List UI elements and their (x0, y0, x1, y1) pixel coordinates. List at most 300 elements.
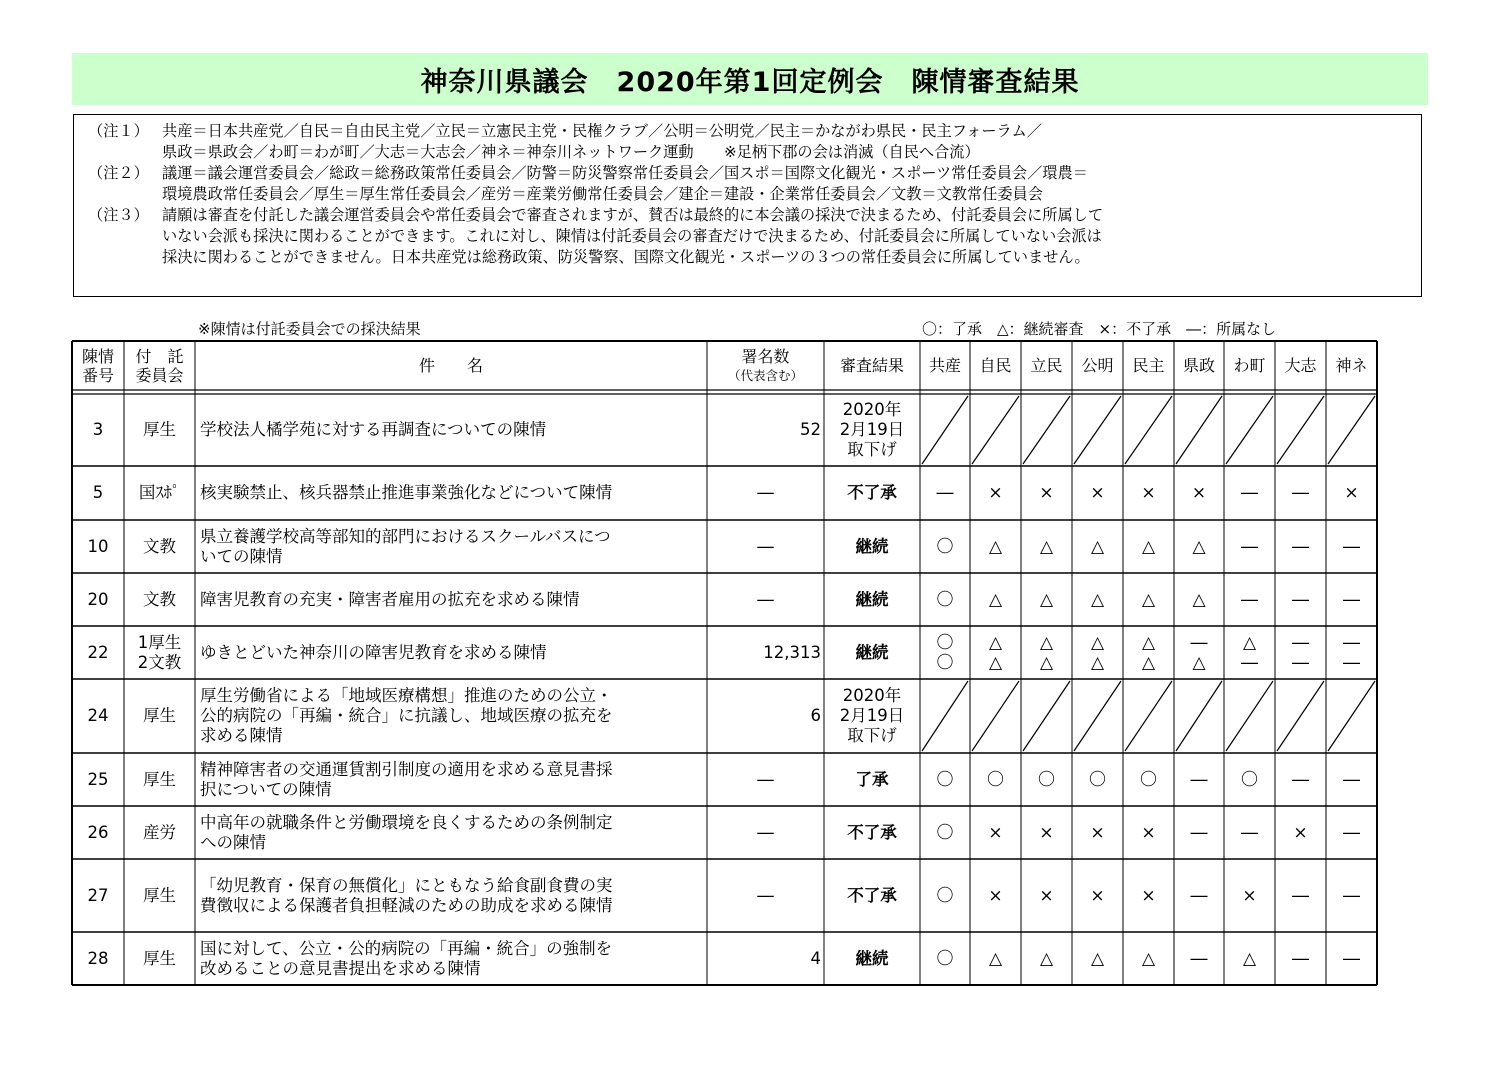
vote-mark-text: △ (1090, 589, 1105, 610)
row-subject (195, 394, 707, 466)
row-signatures (707, 573, 824, 626)
vote-mark (1072, 932, 1123, 985)
row-committee-text: 厚生 (143, 706, 176, 725)
vote-mark-text: ― (1292, 885, 1309, 906)
vote-mark-text: ― (1190, 885, 1208, 906)
withdrawn-slash (922, 681, 968, 751)
row-number (72, 859, 124, 932)
note-text: 共産＝日本共産党／自民＝自由民主党／立民＝立憲民主党・民権クラブ／公明＝公明党／民主＝かながわ県民・民主フォーラム／ (162, 122, 1042, 140)
vote-mark-text: ― (1292, 589, 1309, 610)
vote-mark (1021, 626, 1072, 679)
row-result (824, 520, 920, 573)
vote-mark (1072, 573, 1123, 626)
vote-mark (1072, 520, 1123, 573)
vote-mark (1326, 806, 1377, 859)
row-signatures-text: 6 (810, 706, 821, 725)
vote-mark (1275, 573, 1326, 626)
vote-mark-text: ― (1241, 589, 1258, 610)
vote-mark-text: × (988, 822, 1003, 843)
header-subject-text: 件 名 (418, 356, 483, 375)
header-signatures (707, 341, 824, 390)
vote-mark (1326, 932, 1377, 985)
withdrawn-slash (1176, 396, 1222, 464)
row-number-text: 20 (87, 589, 109, 609)
vote-mark-text: × (1090, 483, 1105, 503)
row-subject-text: 国に対して、公立・公的病院の「再編・統合」の強制を 改めることの意見書提出を求める陳情 (200, 938, 613, 978)
row-committee (124, 394, 195, 466)
row-subject (195, 679, 707, 753)
row-committee-text: 国ｽﾎﾟ (138, 483, 181, 502)
vote-mark-text: 〇 (987, 769, 1004, 790)
header-committee-text: 付 託 委員会 (135, 346, 184, 385)
withdrawn-slash (1074, 681, 1121, 751)
vote-mark-text: △ (1141, 589, 1156, 610)
vote-mark-text: ― (1292, 483, 1309, 503)
row-result-text: 継続 (855, 589, 889, 609)
row-number-text: 24 (87, 706, 109, 725)
vote-mark (920, 859, 970, 932)
vote-mark (920, 753, 970, 806)
header-committee (124, 341, 195, 390)
vote-mark (1275, 753, 1326, 806)
row-subject (195, 859, 707, 932)
vote-mark (1021, 859, 1072, 932)
vote-mark (1224, 573, 1275, 626)
vote-mark-text: ― (1292, 769, 1309, 790)
vote-mark-text: △ (988, 589, 1003, 610)
header-signatures-sub: （代表含む） (727, 367, 803, 383)
vote-mark (1174, 626, 1224, 679)
vote-mark (970, 573, 1021, 626)
withdrawn-slash (972, 681, 1019, 751)
row-result-text: 継続 (855, 948, 889, 968)
row-subject (195, 753, 707, 806)
row-signatures-text: ― (757, 822, 774, 842)
row-result-text: 継続 (855, 536, 889, 556)
vote-mark (1224, 626, 1275, 679)
vote-mark (1326, 520, 1377, 573)
vote-mark-text: 〇 (936, 589, 954, 610)
vote-mark-text: △ (1141, 948, 1156, 969)
header-party (1021, 341, 1072, 390)
row-number (72, 466, 124, 520)
vote-mark (1123, 520, 1174, 573)
row-result (824, 394, 920, 466)
vote-mark-text: △ △ (1090, 632, 1105, 673)
legend: 〇：了承 △：継続審査 ×：不了承 ―：所属なし (922, 320, 1277, 338)
row-committee (124, 859, 195, 932)
row-subject (195, 626, 707, 679)
vote-mark-text: ― (1343, 885, 1360, 906)
vote-mark-text: △ (1039, 536, 1054, 557)
vote-mark (1123, 806, 1174, 859)
row-signatures-text: 12,313 (763, 642, 821, 662)
vote-mark-text: ― (1343, 589, 1360, 610)
vote-mark (1224, 859, 1275, 932)
vote-mark (1123, 466, 1174, 520)
vote-mark-text: △ (988, 536, 1003, 557)
vote-mark-text: ― (1190, 948, 1208, 969)
vote-mark-text: 〇 (936, 885, 954, 906)
row-subject (195, 466, 707, 520)
row-number-text: 10 (87, 536, 109, 556)
row-result (824, 679, 920, 753)
vote-mark (1224, 520, 1275, 573)
row-subject-text: 精神障害者の交通運賃割引制度の適用を求める意見書採 択についての陳情 (200, 759, 613, 799)
note-label: （注３） (88, 206, 149, 224)
header-subject (195, 341, 707, 390)
row-committee (124, 806, 195, 859)
vote-mark (970, 626, 1021, 679)
vote-mark (1326, 466, 1377, 520)
vote-mark (1174, 859, 1224, 932)
note-text: 請願は審査を付託した議会運営委員会や常任委員会で審査されますが、賛否は最終的に本会議の採決で決まるため、付託委員会に所属して (162, 206, 1104, 224)
vote-mark (1174, 573, 1224, 626)
vote-mark-text: × (1141, 483, 1156, 503)
vote-mark-text: △ ― (1241, 632, 1258, 673)
row-number-text: 26 (87, 822, 109, 842)
vote-mark (1224, 932, 1275, 985)
vote-mark-text: 〇 (1038, 769, 1055, 790)
row-number-text: 22 (87, 642, 109, 662)
row-number-text: 3 (92, 420, 104, 439)
vote-mark (1326, 859, 1377, 932)
vote-mark (1224, 466, 1275, 520)
header-party-text: 自民 (979, 356, 1012, 375)
vote-mark (920, 466, 970, 520)
row-committee-text: 1厚生 2文教 (137, 632, 182, 672)
vote-mark-text: × (1344, 483, 1359, 503)
vote-mark-text: 〇 (1241, 769, 1258, 790)
vote-mark-text: ― (1241, 483, 1258, 503)
header-party (970, 341, 1021, 390)
vote-mark (1021, 932, 1072, 985)
vote-mark-text: 〇 (1140, 769, 1157, 790)
vote-mark (1072, 859, 1123, 932)
vote-mark-text: △ (1242, 948, 1257, 969)
vote-mark-text: 〇 (936, 948, 954, 969)
vote-mark (1123, 753, 1174, 806)
note-text: 議運＝議会運営委員会／総政＝総務政策常任委員会／防警＝防災警察常任委員会／国スポ＝国際文化観光・スポーツ常任委員会／環農＝ (162, 164, 1088, 182)
withdrawn-slash (1125, 681, 1172, 751)
vote-mark-text: ― (1343, 822, 1360, 843)
row-signatures (707, 626, 824, 679)
vote-mark-text: △ (1141, 536, 1156, 557)
vote-mark-text: × (1039, 885, 1054, 906)
vote-mark (1224, 753, 1275, 806)
vote-mark-text: × (1090, 822, 1105, 843)
vote-mark (1275, 466, 1326, 520)
vote-mark (970, 466, 1021, 520)
row-subject-text: 障害児教育の充実・障害者雇用の拡充を求める陳情 (200, 589, 580, 609)
vote-mark-text: ― △ (1190, 632, 1208, 673)
vote-mark-text: 〇 (936, 822, 954, 843)
row-signatures (707, 520, 824, 573)
vote-mark (970, 932, 1021, 985)
vote-mark (1275, 859, 1326, 932)
row-result (824, 626, 920, 679)
row-subject-text: 「幼児教育・保育の無償化」にともなう給食副食費の実 費徴収による保護者負担軽減のための助成を求める陳情 (200, 875, 613, 915)
row-result-text: 2020年 2月19日 取下げ (839, 686, 905, 745)
row-result (824, 806, 920, 859)
vote-mark (920, 573, 970, 626)
vote-mark (1275, 932, 1326, 985)
vote-mark-text: 〇 (936, 769, 954, 790)
vote-mark (1123, 573, 1174, 626)
vote-mark (970, 520, 1021, 573)
vote-mark (1123, 932, 1174, 985)
row-result-text: 継続 (855, 642, 889, 662)
vote-mark-text: △ (1090, 536, 1105, 557)
withdrawn-slash (1226, 396, 1273, 464)
row-signatures-text: 4 (810, 948, 821, 968)
row-committee-text: 文教 (143, 589, 176, 609)
header-party-text: 民主 (1132, 356, 1165, 375)
table-note: ※陳情は付託委員会での採決結果 (198, 320, 421, 338)
header-signatures-text: 署名数 （代表含む） (727, 346, 803, 383)
vote-mark-text: × (1242, 885, 1257, 906)
vote-mark (1123, 859, 1174, 932)
header-party (1326, 341, 1377, 390)
vote-mark (1021, 466, 1072, 520)
row-number-text: 28 (87, 948, 109, 968)
page-title: 神奈川県議会 2020年第1回定例会 陳情審査結果 (72, 53, 1428, 105)
vote-mark-text: 〇 (936, 536, 954, 557)
row-number (72, 573, 124, 626)
vote-mark-text: △ △ (1141, 632, 1156, 673)
vote-mark (1326, 626, 1377, 679)
vote-mark-text: ― ― (1292, 632, 1309, 673)
row-subject (195, 932, 707, 985)
row-number (72, 679, 124, 753)
vote-mark (1174, 466, 1224, 520)
vote-mark-text: 〇 〇 (936, 632, 954, 673)
vote-mark (1072, 466, 1123, 520)
note-text: 採決に関わることができません。日本共産党は総務政策、防災警察、国際文化観光・スポーツの３つの常任委員会に所属していません。 (162, 248, 1090, 266)
withdrawn-slash (1328, 396, 1375, 464)
vote-mark (1072, 806, 1123, 859)
header-party (920, 341, 970, 390)
note-text: 環境農政常任委員会／厚生＝厚生常任委員会／産労＝産業労働常任委員会／建企＝建設・企業常任委員会／文教＝文教常任委員会 (162, 185, 1043, 203)
row-signatures (707, 394, 824, 466)
row-signatures (707, 466, 824, 520)
row-signatures-text: 52 (800, 420, 821, 439)
header-result-text: 審査結果 (839, 356, 904, 375)
header-result (824, 341, 920, 390)
vote-mark-text: △ △ (988, 632, 1003, 673)
header-party-text: 立民 (1030, 356, 1063, 375)
row-subject-text: ゆきとどいた神奈川の障害児教育を求める陳情 (200, 642, 547, 662)
vote-mark-text: △ (1039, 948, 1054, 969)
row-result-text: 了承 (855, 769, 889, 789)
vote-mark (1224, 806, 1275, 859)
row-number (72, 626, 124, 679)
vote-mark (1021, 520, 1072, 573)
row-signatures-text: ― (757, 536, 774, 556)
vote-mark (1326, 573, 1377, 626)
vote-mark-text: × (1293, 822, 1308, 843)
row-result (824, 859, 920, 932)
vote-mark (1275, 520, 1326, 573)
row-subject (195, 573, 707, 626)
row-committee (124, 679, 195, 753)
vote-mark (1174, 753, 1224, 806)
vote-mark (920, 520, 970, 573)
vote-mark-text: × (1039, 822, 1054, 843)
row-number (72, 753, 124, 806)
header-party-text: 神ネ (1335, 356, 1368, 375)
withdrawn-slash (1226, 681, 1273, 751)
vote-mark (1021, 806, 1072, 859)
row-signatures-text: ― (757, 769, 774, 789)
row-signatures (707, 679, 824, 753)
vote-mark-text: △ (1039, 589, 1054, 610)
withdrawn-slash (972, 396, 1019, 464)
row-number (72, 394, 124, 466)
row-result-text: 2020年 2月19日 取下げ (839, 400, 905, 459)
withdrawn-slash (1074, 396, 1121, 464)
vote-mark-text: △ (1192, 536, 1206, 557)
row-signatures (707, 932, 824, 985)
note-label: （注１） (88, 122, 149, 140)
row-signatures (707, 806, 824, 859)
row-number-text: 27 (87, 885, 109, 905)
vote-mark-text: △ (1192, 589, 1206, 610)
vote-mark-text: ― (1343, 536, 1360, 557)
row-result (824, 753, 920, 806)
vote-mark-text: × (988, 885, 1003, 906)
vote-mark-text: ― (1292, 948, 1309, 969)
row-signatures-text: ― (757, 483, 774, 502)
vote-mark-text: × (1141, 822, 1156, 843)
vote-mark-text: △ △ (1039, 632, 1054, 673)
row-result-text: 不了承 (847, 885, 897, 905)
row-signatures-text: ― (757, 589, 774, 609)
row-committee (124, 932, 195, 985)
header-party (1072, 341, 1123, 390)
row-committee-text: 厚生 (143, 420, 176, 439)
header-party (1224, 341, 1275, 390)
vote-mark (1072, 753, 1123, 806)
row-number (72, 806, 124, 859)
row-committee-text: 産労 (143, 822, 176, 842)
header-party-text: わ町 (1233, 356, 1266, 375)
row-subject (195, 806, 707, 859)
note-label: （注２） (88, 164, 149, 182)
vote-mark (920, 806, 970, 859)
vote-mark-text: ― (1343, 769, 1360, 790)
row-number (72, 520, 124, 573)
vote-mark-text: ― (1343, 948, 1360, 969)
row-committee (124, 626, 195, 679)
vote-mark-text: △ (1090, 948, 1105, 969)
vote-mark-text: × (1141, 885, 1156, 906)
withdrawn-slash (1277, 396, 1324, 464)
vote-mark-text: ― (1190, 769, 1208, 790)
row-subject (195, 520, 707, 573)
header-number (72, 341, 124, 390)
row-committee-text: 厚生 (143, 948, 176, 968)
vote-mark (1021, 753, 1072, 806)
vote-mark (970, 753, 1021, 806)
withdrawn-slash (1023, 681, 1070, 751)
vote-mark-text: 〇 (1089, 769, 1106, 790)
vote-mark-text: × (1039, 483, 1054, 503)
row-committee-text: 厚生 (143, 885, 176, 905)
note-text: いない会派も採決に関わることができます。これに対し、陳情は付託委員会の審査だけで決まるため、付託委員会に所属していない会派は (162, 227, 1102, 245)
row-number (72, 932, 124, 985)
vote-mark (1123, 626, 1174, 679)
vote-mark-text: × (1090, 885, 1105, 906)
header-number-text: 陳情 番号 (81, 346, 114, 385)
row-subject-text: 核実験禁止、核兵器禁止推進事業強化などについて陳情 (200, 483, 613, 502)
note-text: 県政＝県政会／わ町＝わが町／大志＝大志会／神ネ＝神奈川ネットワーク運動 ※足柄下郡の会は消滅（自民へ合流） (162, 143, 980, 161)
vote-mark-text: ― (1241, 536, 1258, 557)
row-subject-text: 学校法人橘学苑に対する再調査についての陳情 (200, 420, 547, 439)
row-signatures (707, 753, 824, 806)
row-committee (124, 466, 195, 520)
vote-mark (1275, 626, 1326, 679)
vote-mark (920, 932, 970, 985)
vote-mark-text: ― (936, 483, 954, 503)
row-committee-text: 文教 (143, 536, 176, 556)
withdrawn-slash (1277, 681, 1324, 751)
vote-mark-text: ― ― (1343, 632, 1360, 673)
vote-mark (1174, 806, 1224, 859)
row-result-text: 不了承 (847, 483, 897, 502)
row-signatures-text: ― (757, 885, 774, 905)
row-committee (124, 573, 195, 626)
row-result-text: 不了承 (847, 822, 897, 842)
withdrawn-slash (1125, 396, 1172, 464)
row-committee-text: 厚生 (143, 769, 176, 789)
row-number-text: 25 (87, 769, 109, 789)
vote-mark-text: ― (1292, 536, 1309, 557)
row-subject-text: 県立養護学校高等部知的部門におけるスクールバスにつ いての陳情 (200, 526, 611, 566)
row-subject-text: 厚生労働省による「地域医療構想」推進のための公立・ 公的病院の「再編・統合」に抗議し、地域医療の拡充を 求める陳情 (200, 686, 613, 745)
row-signatures (707, 859, 824, 932)
withdrawn-slash (1023, 396, 1070, 464)
row-result (824, 573, 920, 626)
row-committee (124, 520, 195, 573)
vote-mark (1174, 932, 1224, 985)
withdrawn-slash (922, 396, 968, 464)
row-number-text: 5 (92, 483, 104, 502)
header-party-text: 公明 (1081, 356, 1114, 375)
row-result (824, 466, 920, 520)
row-committee (124, 753, 195, 806)
vote-mark (1275, 806, 1326, 859)
header-party (1123, 341, 1174, 390)
vote-mark-text: × (1191, 483, 1207, 503)
vote-mark (1021, 573, 1072, 626)
row-result (824, 932, 920, 985)
withdrawn-slash (1328, 681, 1375, 751)
header-party (1174, 341, 1224, 390)
withdrawn-slash (1176, 681, 1222, 751)
header-party-text: 共産 (928, 356, 961, 375)
header-party (1275, 341, 1326, 390)
vote-mark-text: × (988, 483, 1003, 503)
header-party-text: 県政 (1182, 356, 1215, 375)
vote-mark (970, 806, 1021, 859)
vote-mark (1072, 626, 1123, 679)
vote-mark-text: ― (1241, 822, 1258, 843)
vote-mark (1174, 520, 1224, 573)
header-party-text: 大志 (1284, 356, 1317, 375)
vote-mark-text: △ (988, 948, 1003, 969)
vote-mark (1326, 753, 1377, 806)
